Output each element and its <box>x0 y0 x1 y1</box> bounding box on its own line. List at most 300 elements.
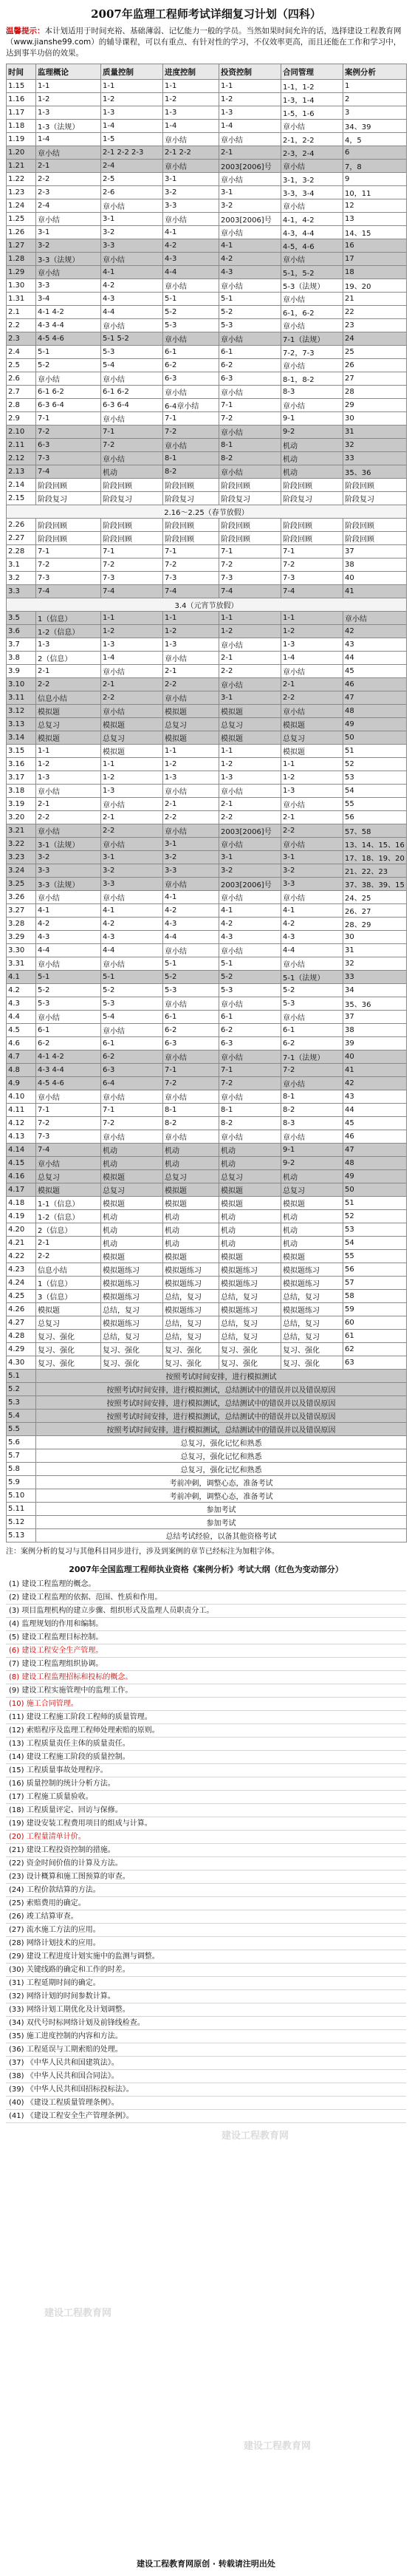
plan-cell: 章小结 <box>281 160 343 173</box>
plan-cell: 7-4 <box>163 585 219 598</box>
plan-cell: 总复习 <box>219 718 281 731</box>
date-cell: 5.13 <box>7 1529 36 1542</box>
watermark: 建设工程教育网 <box>222 2131 289 2142</box>
plan-cell: 5-3 <box>163 319 219 332</box>
outline-item: (41) 《建设工程安全生产管理条例》。 <box>6 2110 406 2123</box>
plan-cell: 3-2 <box>219 199 281 213</box>
page <box>6 4 406 2123</box>
plan-cell: 1-3 <box>281 785 343 798</box>
table-row <box>7 1343 407 1356</box>
column-header: 时间 <box>7 64 36 80</box>
plan-cell: 8-2 <box>219 1117 281 1130</box>
outline-item: (10) 施工合同管理。 <box>6 1698 406 1711</box>
plan-cell: 阶段回顾 <box>219 519 281 532</box>
date-cell: 3.24 <box>7 864 36 878</box>
table-row <box>7 372 407 386</box>
plan-cell: 5-3（法规） <box>281 279 343 293</box>
plan-cell: 2003[2006]号 <box>219 213 281 226</box>
plan-cell: 50 <box>343 731 407 745</box>
plan-cell: 10，11 <box>343 186 407 199</box>
plan-cell: 21、22、23 <box>343 864 407 878</box>
plan-cell: 2-2 <box>101 691 163 705</box>
plan-cell: 7-2 <box>163 426 219 439</box>
plan-cell: 56 <box>343 1263 407 1277</box>
table-row <box>7 465 407 479</box>
plan-cell: 章小结 <box>281 1011 343 1024</box>
plan-cell: 2003[2006]号 <box>219 878 281 891</box>
plan-cell: 7-2 <box>163 558 219 572</box>
plan-cell: 章小结 <box>101 891 163 904</box>
plan-cell: 2-4 <box>101 160 163 173</box>
plan-cell: 1-1 <box>281 758 343 771</box>
date-cell: 2.2 <box>7 319 36 332</box>
outline-item: (22) 资金时间价值的计算及方法。 <box>6 1857 406 1870</box>
plan-cell: 57、58 <box>343 824 407 838</box>
plan-cell: 按照考试时间安排，进行模拟测试，总结测试中的错误并以及错误原因 <box>36 1396 407 1410</box>
plan-cell: 模拟题练习 <box>219 1263 281 1277</box>
plan-cell: 2-1 <box>36 665 101 678</box>
date-cell: 3.9 <box>7 665 36 678</box>
plan-cell: 4-2 <box>101 918 163 931</box>
plan-cell: 机动 <box>281 1237 343 1250</box>
plan-cell: 26、27 <box>343 904 407 918</box>
table-row <box>7 1237 407 1250</box>
plan-cell: 章小结 <box>101 372 163 386</box>
plan-cell: 模拟题 <box>219 1197 281 1210</box>
plan-cell: 4，5 <box>343 133 407 146</box>
table-row <box>7 1011 407 1024</box>
plan-cell: 章小结 <box>219 279 281 293</box>
plan-cell: 7-1（法规） <box>281 1050 343 1064</box>
column-header: 监理概论 <box>36 64 101 80</box>
outline-item: (2) 建设工程监理的依据、范围、性质和作用。 <box>6 1591 406 1605</box>
plan-cell: 模拟题 <box>36 1303 101 1316</box>
date-cell: 2.10 <box>7 426 36 439</box>
date-cell: 1.23 <box>7 186 36 199</box>
table-row <box>7 1303 407 1316</box>
outline-item: (40) 《建设工程质量管理条例》。 <box>6 2097 406 2110</box>
plan-cell: 6-3 <box>219 372 281 386</box>
plan-cell: 8-2 <box>163 1117 219 1130</box>
plan-cell: 参加考试 <box>36 1516 407 1529</box>
plan-cell: 模拟题 <box>36 1183 101 1197</box>
plan-cell: 总复习 <box>163 718 219 731</box>
plan-cell: 阶段复习 <box>343 492 407 505</box>
plan-cell: 机动 <box>219 1223 281 1237</box>
plan-cell: 57 <box>343 1277 407 1290</box>
table-row <box>7 1077 407 1090</box>
date-cell: 1.15 <box>7 80 36 93</box>
plan-cell: 4-3 <box>219 931 281 944</box>
plan-cell: 5-2 <box>101 984 163 997</box>
plan-cell: 模拟题 <box>163 1250 219 1263</box>
plan-cell: 1-4 <box>163 120 219 133</box>
date-cell: 3.31 <box>7 957 36 971</box>
plan-cell: 3-1 <box>219 851 281 864</box>
plan-cell: 模拟题练习 <box>281 1263 343 1277</box>
plan-cell: 章小结 <box>36 266 101 279</box>
plan-cell: 6-2 <box>219 1024 281 1037</box>
date-cell: 4.14 <box>7 1144 36 1157</box>
table-row <box>7 771 407 785</box>
plan-cell: 2-2 <box>281 691 343 705</box>
plan-cell: 7-2 <box>163 1077 219 1090</box>
table-row <box>7 944 407 957</box>
plan-cell: 模拟题练习 <box>163 1277 219 1290</box>
plan-cell: 2-1 <box>219 652 281 665</box>
outline-item: (19) 建设安装工程费用项目的组成与计算。 <box>6 1817 406 1831</box>
plan-cell: 模拟题练习 <box>101 1316 163 1330</box>
plan-cell: 7-1 <box>36 545 101 558</box>
plan-cell: 1-4 <box>281 652 343 665</box>
plan-cell: 7-4 <box>281 585 343 598</box>
date-cell: 2.15 <box>7 492 36 505</box>
plan-cell: 8-1 <box>281 1090 343 1104</box>
plan-cell: 章小结 <box>219 638 281 652</box>
plan-cell: 章小结 <box>163 439 219 452</box>
table-row <box>7 891 407 904</box>
plan-cell: 章小结 <box>281 838 343 851</box>
date-cell: 2.26 <box>7 519 36 532</box>
date-cell: 5.2 <box>7 1383 36 1396</box>
plan-cell: 章小结 <box>219 465 281 479</box>
date-cell: 4.25 <box>7 1290 36 1303</box>
plan-cell: 7-3 <box>36 452 101 465</box>
plan-cell: 4-3，4-4 <box>281 226 343 239</box>
plan-cell: 章小结 <box>219 785 281 798</box>
plan-cell: 章小结 <box>219 426 281 439</box>
date-cell: 4.8 <box>7 1064 36 1077</box>
plan-cell: 8-1 <box>163 452 219 465</box>
plan-cell: 7-1 <box>36 412 101 426</box>
plan-cell: 章小结 <box>163 213 219 226</box>
plan-cell: 1-3 <box>163 638 219 652</box>
plan-cell: 40 <box>343 1050 407 1064</box>
table-row <box>7 146 407 160</box>
date-cell: 4.23 <box>7 1263 36 1277</box>
outline-item: (16) 质量控制的统计分析方法。 <box>6 1777 406 1791</box>
plan-cell: 39 <box>343 1037 407 1050</box>
date-cell: 1.26 <box>7 226 36 239</box>
plan-cell: 7-1 <box>163 545 219 558</box>
date-cell: 4.20 <box>7 1223 36 1237</box>
plan-cell: 2-2 <box>101 824 163 838</box>
plan-cell: 章小结 <box>281 120 343 133</box>
plan-cell: 5-2 <box>36 984 101 997</box>
plan-cell: 5-3 <box>163 984 219 997</box>
plan-cell: 7-1 <box>101 1104 163 1117</box>
plan-cell: 7-1 <box>219 399 281 412</box>
plan-cell: 5-2 <box>219 306 281 319</box>
table-row <box>7 1024 407 1037</box>
outline-item: (37) 《中华人民共和国建筑法》。 <box>6 2057 406 2070</box>
table-row <box>7 1436 407 1449</box>
plan-cell: 5-3 <box>219 319 281 332</box>
plan-cell: 章小结 <box>163 160 219 173</box>
plan-cell: 模拟题 <box>101 1170 163 1183</box>
plan-cell: 机动 <box>163 1223 219 1237</box>
plan-cell: 章小结 <box>163 279 219 293</box>
plan-cell: 3-2 <box>163 851 219 864</box>
plan-cell: 阶段回顾 <box>343 532 407 545</box>
plan-cell: 37、38、39、15 <box>343 878 407 891</box>
plan-cell: 5-1 <box>163 957 219 971</box>
plan-cell: 3-2 <box>163 186 219 199</box>
plan-cell: 章小结 <box>101 412 163 426</box>
plan-cell: 2-1 2-2 2-3 <box>101 146 163 160</box>
plan-cell: 13、14、15、16 <box>343 838 407 851</box>
plan-cell: 章小结 <box>219 997 281 1011</box>
table-row <box>7 785 407 798</box>
date-cell: 3.11 <box>7 691 36 705</box>
table-row <box>7 1064 407 1077</box>
plan-cell: 43 <box>343 638 407 652</box>
table-row <box>7 1396 407 1410</box>
plan-cell: 47 <box>343 691 407 705</box>
plan-cell: 1（信息） <box>36 612 101 625</box>
date-cell: 4.2 <box>7 984 36 997</box>
date-cell: 3.26 <box>7 891 36 904</box>
date-cell: 5.9 <box>7 1476 36 1489</box>
plan-cell: 阶段回顾 <box>36 479 101 492</box>
plan-cell: 模拟题 <box>101 745 163 758</box>
plan-cell: 7-2 <box>36 426 101 439</box>
plan-cell: 2-2 <box>36 811 101 824</box>
table-row <box>7 426 407 439</box>
date-cell: 2.1 <box>7 306 36 319</box>
plan-cell: 32 <box>343 957 407 971</box>
table-row <box>7 1277 407 1290</box>
plan-cell: 9 <box>343 173 407 186</box>
table-row <box>7 386 407 399</box>
plan-cell: 4-1 <box>281 904 343 918</box>
outline-item: (17) 工程施工质量验收。 <box>6 1791 406 1804</box>
plan-cell: 5-2 <box>281 984 343 997</box>
plan-cell: 30 <box>343 412 407 426</box>
outline-item: (11) 建设工程施工阶段工程师的质量管理。 <box>6 1711 406 1724</box>
plan-cell: 阶段复习 <box>101 492 163 505</box>
plan-cell: 6-3 <box>163 1037 219 1050</box>
plan-cell: 模拟题 <box>219 1183 281 1197</box>
plan-cell: 1-1 <box>163 80 219 93</box>
plan-cell: 7-2 <box>219 412 281 426</box>
plan-cell: 37 <box>343 1011 407 1024</box>
plan-cell: 2-2 <box>36 1250 101 1263</box>
plan-cell: 章小结 <box>101 253 163 266</box>
plan-cell: 2-5 <box>101 173 163 186</box>
date-cell: 4.16 <box>7 1170 36 1183</box>
plan-cell: 26 <box>343 359 407 372</box>
plan-cell: 模拟题 <box>163 731 219 745</box>
plan-cell: 机动 <box>219 1210 281 1223</box>
table-row <box>7 412 407 426</box>
plan-cell: 阶段回顾 <box>281 519 343 532</box>
date-cell: 5.7 <box>7 1449 36 1463</box>
plan-cell: 参加考试 <box>36 1503 407 1516</box>
plan-cell: 6-1 6-2 <box>101 386 163 399</box>
table-row <box>7 80 407 93</box>
plan-cell: 4-4 <box>101 306 163 319</box>
plan-cell: 6-4 <box>101 1077 163 1090</box>
date-cell: 2.5 <box>7 359 36 372</box>
plan-cell: 7-2 <box>101 558 163 572</box>
plan-cell: 总结，复习 <box>281 1316 343 1330</box>
table-row <box>7 319 407 332</box>
date-cell: 4.15 <box>7 1157 36 1170</box>
table-body <box>7 80 407 1542</box>
plan-cell: 1-2 <box>281 771 343 785</box>
date-cell: 2.14 <box>7 479 36 492</box>
plan-cell: 1-2（信息） <box>36 625 101 638</box>
table-row <box>7 213 407 226</box>
plan-cell: 总复习 <box>36 1316 101 1330</box>
plan-cell: 1-3 <box>219 771 281 785</box>
plan-cell: 6-2 <box>101 1050 163 1064</box>
plan-cell: 4-1 <box>219 239 281 253</box>
plan-cell: 1-4 <box>36 133 101 146</box>
plan-cell: 2-2 <box>219 811 281 824</box>
outline-item: (21) 建设工程投资控制的措施。 <box>6 1844 406 1857</box>
plan-cell: 3 <box>343 106 407 120</box>
plan-cell: 4-5 4-6 <box>36 332 101 346</box>
page-title: 2007年监理工程师考试详细复习计划（四科） <box>91 7 321 21</box>
date-cell: 3.2 <box>7 572 36 585</box>
date-cell: 3.15 <box>7 745 36 758</box>
date-cell: 4.12 <box>7 1117 36 1130</box>
plan-cell: 1-3 <box>163 771 219 785</box>
plan-cell: 按照考试时间安排，进行模拟测试，总结测试中的错误并以及错误原因 <box>36 1410 407 1423</box>
plan-cell: 章小结 <box>219 1050 281 1064</box>
plan-cell: 4-2 <box>219 918 281 931</box>
date-cell: 4.3 <box>7 997 36 1011</box>
plan-cell: 阶段回顾 <box>281 532 343 545</box>
plan-cell: 章小结 <box>36 891 101 904</box>
date-cell: 5.11 <box>7 1503 36 1516</box>
date-cell: 1.22 <box>7 173 36 186</box>
table-row <box>7 1516 407 1529</box>
plan-cell: 35、36 <box>343 997 407 1011</box>
table-row <box>7 904 407 918</box>
table-row <box>7 492 407 505</box>
plan-cell: 42 <box>343 625 407 638</box>
plan-cell: 34 <box>343 984 407 997</box>
plan-cell: 1-1 <box>219 80 281 93</box>
plan-cell: 7-1 <box>163 412 219 426</box>
plan-cell: 41 <box>343 1064 407 1077</box>
plan-cell: 7-4 <box>219 585 281 598</box>
plan-cell: 阶段复习 <box>163 492 219 505</box>
plan-cell: 6-3 6-4 <box>101 399 163 412</box>
plan-cell: 信息小结 <box>36 1263 101 1277</box>
plan-cell: 总复习 <box>281 731 343 745</box>
plan-cell: 1-2（信息） <box>36 1210 101 1223</box>
table-row <box>7 1476 407 1489</box>
plan-cell: 章小结 <box>163 1130 219 1144</box>
plan-cell: 阶段回顾 <box>101 479 163 492</box>
date-cell: 1.30 <box>7 279 36 293</box>
plan-cell: 章小结 <box>36 957 101 971</box>
plan-cell: 1-4 <box>219 120 281 133</box>
plan-cell: 47 <box>343 1144 407 1157</box>
plan-cell: 2-2 <box>36 173 101 186</box>
date-cell: 3.1 <box>7 558 36 572</box>
plan-cell: 24、25 <box>343 891 407 904</box>
plan-cell: 6-3 <box>101 1064 163 1077</box>
table-row <box>7 731 407 745</box>
plan-cell: 模拟题 <box>219 731 281 745</box>
plan-cell: 5-1 <box>101 971 163 984</box>
plan-cell: 3-1 <box>163 838 219 851</box>
plan-cell: 信息小结 <box>36 691 101 705</box>
plan-cell: 考前冲刺，调整心态，准备考试 <box>36 1476 407 1489</box>
table-row <box>7 878 407 891</box>
plan-cell: 17 <box>343 253 407 266</box>
plan-cell: 4-1 <box>163 226 219 239</box>
plan-cell: 44 <box>343 1104 407 1117</box>
plan-cell: 4-1 4-2 <box>36 306 101 319</box>
plan-cell: 4-4 <box>163 931 219 944</box>
plan-cell: 21 <box>343 293 407 306</box>
plan-cell: 考前冲刺，调整心态，准备考试 <box>36 1489 407 1503</box>
plan-cell: 章小结 <box>219 173 281 186</box>
outline-item: (39) 《中华人民共和国招标投标法》。 <box>6 2083 406 2097</box>
table-row <box>7 758 407 771</box>
plan-cell: 4-4 <box>281 944 343 957</box>
plan-cell: 总结，复习 <box>281 1290 343 1303</box>
table-row <box>7 332 407 346</box>
table-row <box>7 253 407 266</box>
plan-cell: 3-2 <box>281 864 343 878</box>
plan-cell: 章小结 <box>101 452 163 465</box>
plan-cell: 4-3 <box>36 931 101 944</box>
plan-cell: 1-1 <box>36 80 101 93</box>
plan-cell: 2-1 <box>163 665 219 678</box>
date-cell: 5.8 <box>7 1463 36 1476</box>
plan-cell: 章小结 <box>219 891 281 904</box>
table-row <box>7 160 407 173</box>
plan-cell: 1-1 <box>219 612 281 625</box>
date-cell: 3.12 <box>7 705 36 718</box>
plan-cell: 阶段回顾 <box>101 532 163 545</box>
table-row <box>7 1370 407 1383</box>
table-row <box>7 239 407 253</box>
date-cell: 4.1 <box>7 971 36 984</box>
plan-cell: 章小结 <box>36 146 101 160</box>
plan-cell: 7-4 <box>36 465 101 479</box>
plan-cell: 19、20 <box>343 279 407 293</box>
notice-text: 本计划适用于时间充裕、基础薄弱、记忆能力一般的学员。当然如果时间允许的话，选择建设工程教育网（www.jianshe99.com）的辅导课程，可以有重点、有针对性的学习，不仅效率更高，而且还能在工作和学习中，达到事半功倍的效果。 <box>6 27 402 58</box>
plan-cell: 2-2 <box>163 811 219 824</box>
plan-cell: 4-4 <box>163 266 219 279</box>
plan-cell: 章小结 <box>163 332 219 346</box>
plan-cell: 1-3（法规） <box>36 120 101 133</box>
date-cell: 1.19 <box>7 133 36 146</box>
plan-cell: 3-3 <box>36 864 101 878</box>
watermark: 建设工程教育网 <box>44 2308 112 2319</box>
outline-item: (28) 网络计划技术的应用。 <box>6 1937 406 1950</box>
plan-cell: 5-1 <box>163 293 219 306</box>
date-cell: 5.5 <box>7 1423 36 1436</box>
table-row <box>7 106 407 120</box>
plan-cell: 14、15 <box>343 226 407 239</box>
date-cell: 3.28 <box>7 918 36 931</box>
date-cell: 4.28 <box>7 1330 36 1343</box>
plan-cell: 35、36 <box>343 465 407 479</box>
plan-cell: 4-2 <box>101 279 163 293</box>
plan-cell: 复习、强化 <box>36 1330 101 1343</box>
plan-cell: 25 <box>343 346 407 359</box>
plan-cell: 4-1 4-2 <box>36 1050 101 1064</box>
